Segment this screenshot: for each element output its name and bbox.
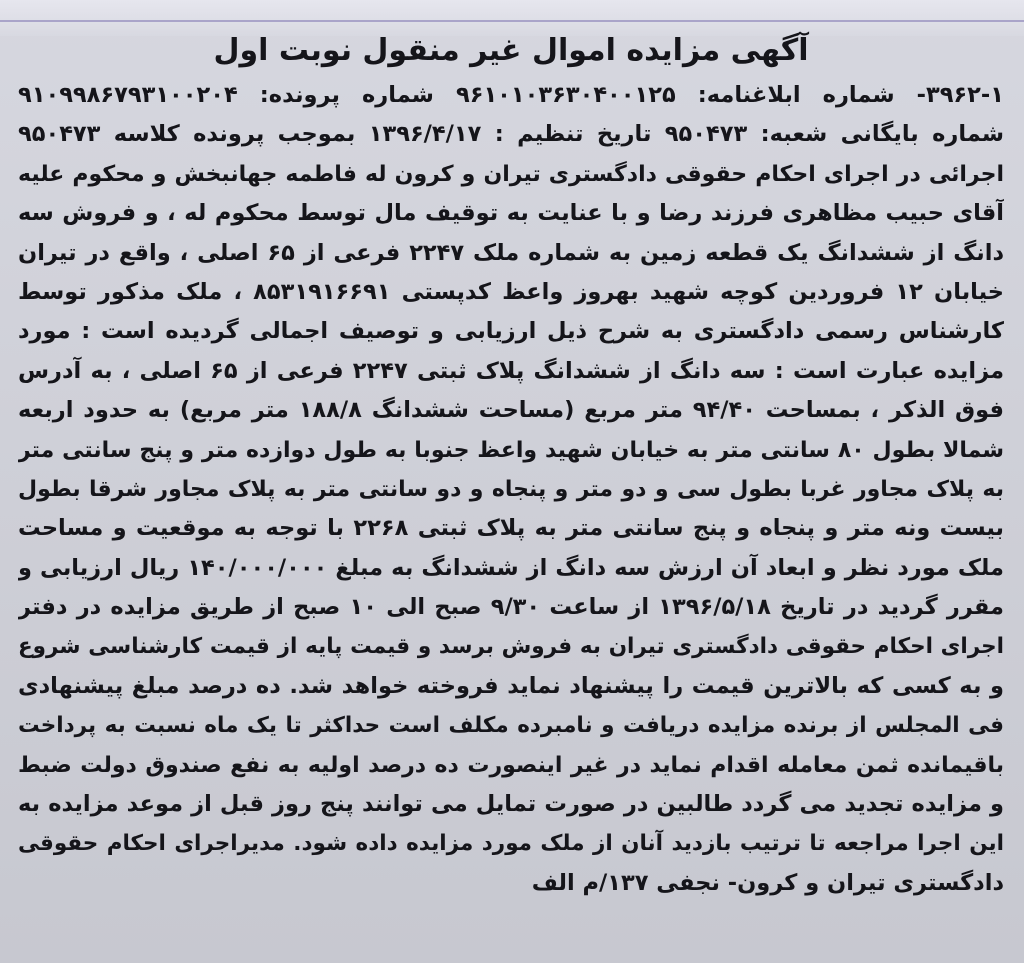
auction-notice	[18, 26, 1004, 948]
notice-line-4: آقای حبیب مظاهری فرزند رضا و با عنایت به توقیف مال توسط محکوم له ، و فروش سه	[18, 200, 1004, 227]
notice-line-13: ملک مورد نظر و ابعاد آن ارزش سه دانگ از ششدانگ به مبلغ ۱۴۰/۰۰۰/۰۰۰ ریال ارزیابی و	[18, 554, 1004, 581]
notice-line-1: ۳۹۶۲-۱- شماره ابلاغنامه: ۹۶۱۰۱۰۳۶۳۰۴۰۰۱۲۵ شماره پرونده: ۹۱۰۹۹۸۶۷۹۳۱۰۰۲۰۴	[18, 82, 1004, 108]
notice-line-18: باقیمانده ثمن معامله اقدام نماید در غیر اینصورت ده درصد اولیه به نفع صندوق دولت ضبط	[18, 752, 1004, 778]
notice-line-17: فی المجلس از برنده مزایده دریافت و نامبرده مکلف است حداکثر تا یک ماه نسبت به پرداخت	[18, 713, 1004, 739]
notice-title: آگهی مزایده اموال غیر منقول نوبت اول	[213, 33, 809, 68]
notice-line-8: مزایده عبارت است : سه دانگ از ششدانگ پلاک ثبتی ۲۲۴۷ فرعی از ۶۵ اصلی ، به آدرس	[18, 357, 1004, 384]
notice-line-20: این اجرا مراجعه تا ترتیب بازدید آنان از ملک مورد مزایده داده شود. مدیراجرای احکام حقوقی	[18, 831, 1004, 857]
notice-line-9: فوق الذکر ، بمساحت ۹۴/۴۰ متر مربع (مساحت ششدانگ ۱۸۸/۸ متر مربع) به حدود اربعه	[18, 397, 1004, 424]
notice-line-11: به پلاک مجاور غربا بطول سی و دو متر و پنجاه و دو سانتی متر به پلاک مجاور شرقا بطول	[18, 476, 1004, 502]
notice-line-16: و به کسی که بالاترین قیمت را پیشنهاد نماید فروخته خواهد شد. ده درصد مبلغ پیشنهادی	[18, 672, 1004, 699]
notice-line-2: شماره بایگانی شعبه: ۹۵۰۴۷۳ تاریخ تنظیم : ۱۳۹۶/۴/۱۷ بموجب پرونده کلاسه ۹۵۰۴۷۳	[18, 121, 1004, 148]
notice-line-5: دانگ از ششدانگ یک قطعه زمین به شماره ملک ۲۲۴۷ فرعی از ۶۵ اصلی ، واقع در تیران	[18, 239, 1004, 266]
notice-line-15: اجرای احکام حقوقی دادگستری تیران به فروش برسد و قیمت پایه از قیمت کارشناسی شروع	[18, 634, 1004, 660]
notice-line-14: مقرر گردید در تاریخ ۱۳۹۶/۵/۱۸ از ساعت ۹/۳۰ صبح الی ۱۰ صبح از طریق مزایده در دفتر	[18, 594, 1004, 621]
notice-line-7: کارشناس رسمی دادگستری به شرح ذیل ارزیابی و توصیف اجمالی گردیده است : مورد	[18, 318, 1004, 345]
notice-line-21-signature: دادگستری تیران و کرون- نجفی ۱۳۷/م الف	[531, 869, 1004, 896]
notice-line-10: شمالا بطول ۸۰ سانتی متر به خیابان شهید واعظ جنوبا به طول دوازده متر و پنج سانتی متر	[18, 437, 1004, 463]
notice-line-3: اجرائی در اجرای احکام حقوقی دادگستری تیران و کرون له فاطمه جهانبخش و محکوم علیه	[18, 161, 1004, 187]
notice-line-12: بیست ونه متر و پنجاه و پنج سانتی متر به پلاک ثبتی ۲۲۶۸ با توجه به موقعیت و مساحت	[18, 515, 1004, 542]
notice-line-6: خیابان ۱۲ فروردین کوچه شهید بهروز واعظ کدپستی ۸۵۳۱۹۱۶۶۹۱ ، ملک مذکور توسط	[18, 278, 1004, 305]
notice-line-19: و مزایده تجدید می گردد طالبین در صورت تمایل می توانند پنج روز قبل از موعد مزایده به	[18, 791, 1004, 818]
